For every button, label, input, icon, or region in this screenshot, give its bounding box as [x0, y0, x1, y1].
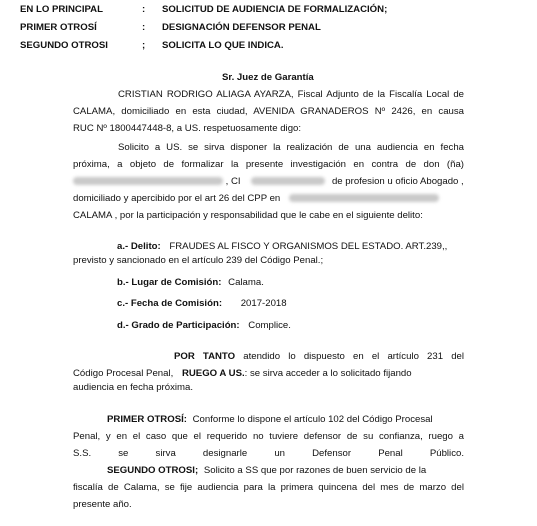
request-ci-label: , CI [225, 176, 241, 187]
delito-cont: previsto y sancionado en el artículo 239 del Código Penal.; [73, 255, 324, 266]
segundo-otrosi-text: Solicito a SS que por razones de buen servicio de la [203, 465, 427, 476]
header-key-primer-otrosi: PRIMER OTROSÍ [20, 22, 97, 33]
por-tanto-code: Código Procesal Penal, [73, 368, 174, 379]
fecha-line [117, 298, 287, 309]
delito-label: a.- Delito: [117, 241, 161, 252]
fecha-value: 2017-2018 [240, 298, 287, 309]
redacted-ci [251, 177, 325, 185]
segundo-otrosi-label: SEGUNDO OTROSI; [107, 465, 199, 476]
lugar-label: b.- Lugar de Comisión: [117, 277, 222, 288]
header-key-segundo-otrosi: SEGUNDO OTROSI [20, 40, 108, 51]
grado-line [117, 320, 291, 331]
request-line-2: próxima, a objeto de formalizar la presente investigación en contra de don (ña) [73, 159, 464, 170]
intro-line-3: RUC Nº 1800447448-8, a US. respetuosamente digo: [73, 123, 302, 134]
grado-label: d.- Grado de Participación: [117, 320, 240, 331]
redacted-name [73, 177, 223, 185]
primer-otrosi-line-1 [107, 414, 433, 425]
header-sep: : [142, 22, 146, 33]
request-line-1: Solicito a US. se sirva disponer la realización de una audiencia en fecha [118, 142, 464, 153]
intro-line-2: CALAMA, domiciliado en esta ciudad, AVENIDA GRANADEROS Nº 2426, en causa [73, 106, 464, 117]
segundo-otrosi-line-2: fiscalía de Calama, se fije audiencia para la primera quincena del mes de marzo del [73, 482, 464, 493]
segundo-otrosi-line-1 [107, 465, 426, 476]
request-domicile: domiciliado y apercibido por el art 26 del CPP en [73, 193, 281, 204]
primer-otrosi-line-3: S.S. se sirva designarle un Defensor Penal Público. [73, 448, 464, 459]
redacted-address [289, 194, 439, 202]
por-tanto-text: atendido lo dispuesto en el artículo 231 del [243, 351, 465, 362]
lugar-value: Calama. [228, 277, 264, 288]
grado-value: Complice. [248, 320, 291, 331]
header-key-principal: EN LO PRINCIPAL [20, 4, 103, 15]
delito-value: FRAUDES AL FISCO Y ORGANISMOS DEL ESTADO. ART.239,, [169, 241, 448, 252]
delito-line [117, 241, 447, 252]
por-tanto-label: POR TANTO [174, 351, 236, 362]
por-tanto-line-1 [174, 351, 464, 362]
primer-otrosi-line-2: Penal, y en el caso que el requerido no tuviere defensor de su confianza, ruego a [73, 431, 464, 442]
request-line-3 [73, 176, 464, 187]
ruego-label: RUEGO A US. [181, 368, 245, 379]
intro-line-1: CRISTIAN RODRIGO ALIAGA AYARZA, Fiscal Adjunto de la Fiscalía Local de [118, 89, 464, 100]
request-line-5: CALAMA , por la participación y responsabilidad que le cabe en el siguiente delito: [73, 210, 423, 221]
por-tanto-line-3: audiencia en fecha próxima. [73, 382, 193, 393]
header-value-primer-otrosi: DESIGNACIÓN DEFENSOR PENAL [162, 22, 321, 33]
salutation: Sr. Juez de Garantía [222, 72, 314, 83]
request-profession: de profesion u oficio Abogado , [331, 176, 464, 187]
request-line-4 [73, 193, 439, 204]
header-sep: : [142, 4, 146, 15]
primer-otrosi-text: Conforme lo dispone el artículo 102 del Código Procesal [192, 414, 433, 425]
fecha-label: c.- Fecha de Comisión: [117, 298, 223, 309]
header-value-principal: SOLICITUD DE AUDIENCIA DE FORMALIZACIÓN; [162, 4, 388, 15]
por-tanto-line-2 [73, 368, 412, 379]
lugar-line [117, 277, 264, 288]
segundo-otrosi-line-3: presente año. [73, 499, 132, 510]
header-value-segundo-otrosi: SOLICITA LO QUE INDICA. [162, 40, 284, 51]
primer-otrosi-label: PRIMER OTROSÍ: [107, 414, 187, 425]
por-tanto-request: : se sirva acceder a lo solicitado fijando [244, 368, 412, 379]
header-sep: ; [142, 40, 146, 51]
